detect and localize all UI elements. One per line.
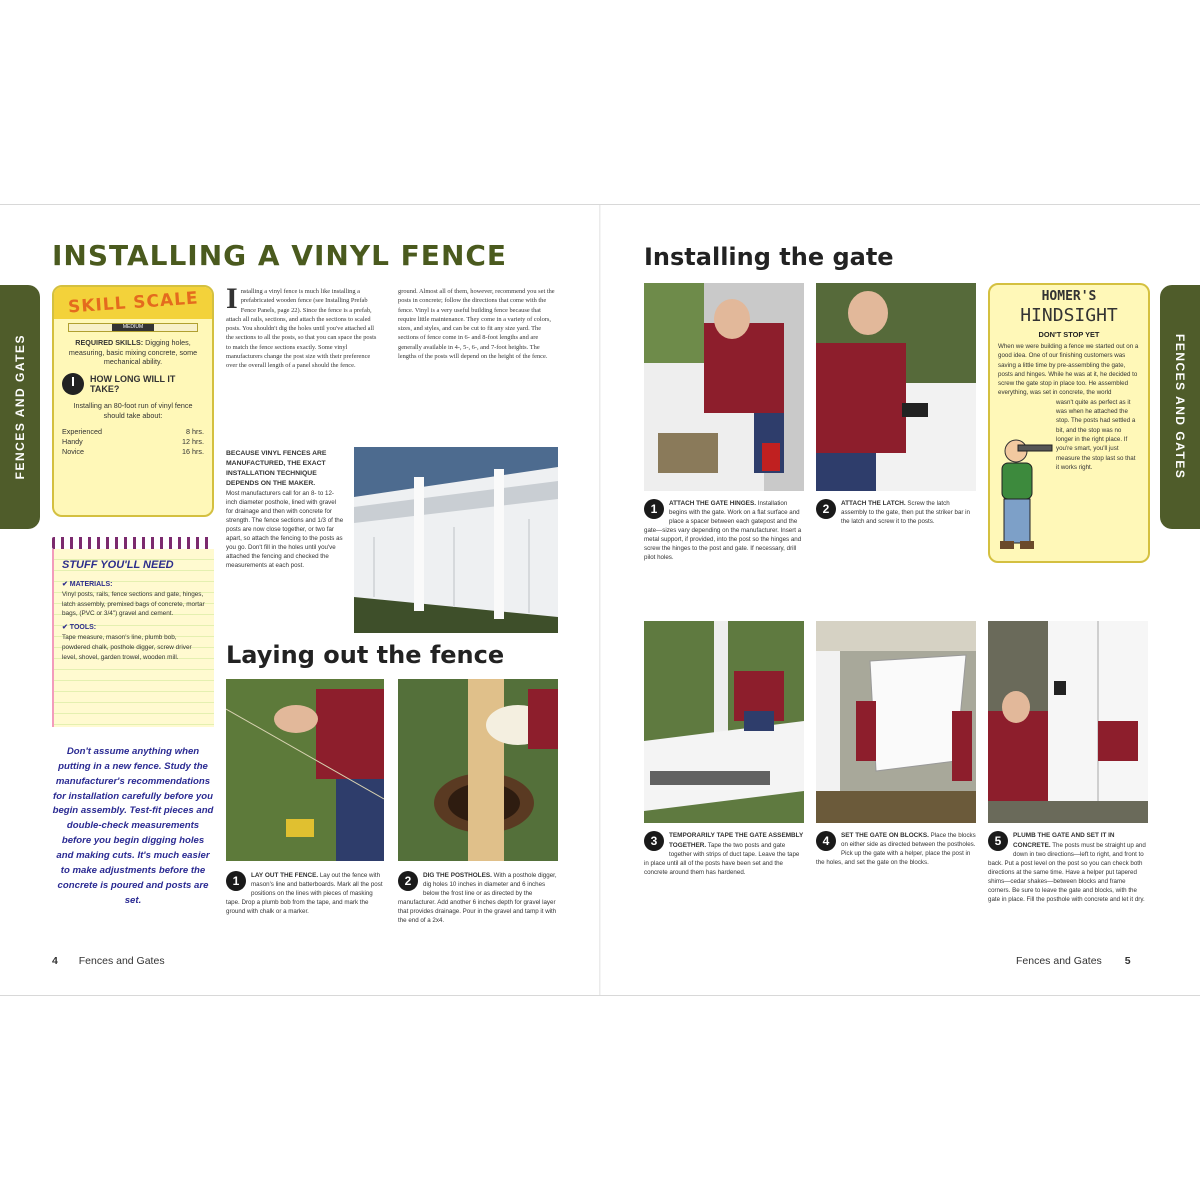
time-value: 12 hrs. <box>182 436 204 446</box>
gate-photo-3 <box>644 621 804 823</box>
step-number: 2 <box>398 871 418 891</box>
gate-illustration-2 <box>816 283 976 491</box>
gate-step-1 <box>644 499 804 563</box>
time-row <box>62 427 204 437</box>
page-gutter <box>599 205 601 995</box>
vinyl-fence-illustration <box>354 447 558 633</box>
page-number: 4 <box>52 955 58 967</box>
intro-column-1 <box>226 282 380 371</box>
skill-meter <box>68 323 198 332</box>
hindsight-heading-b: HINDSIGHT <box>1020 305 1118 326</box>
time-row <box>62 447 204 457</box>
intro-column-2: ground. Almost all of them, however, recommend you set the posts in concrete; follow the directions that come with the fence. Vinyl is a very useful building fence because that require little maintenance. They come in a variety of colors, sizes, and styles, and can be cut to fit any size yard. The sections of fence come in 6- and 8-foot lengths and are generally available in 4-, 5-, 6-, and 7-foot heights. The lengths of the posts will depend on the height of the fence. <box>398 288 555 360</box>
gate-step-2 <box>816 499 976 527</box>
required-skills <box>62 338 204 367</box>
tools-label: ✔ TOOLS: <box>62 623 97 631</box>
step-number: 2 <box>816 499 836 519</box>
side-tab-label: FENCES AND GATES <box>13 334 27 480</box>
layout-illustration-2 <box>398 679 558 861</box>
running-footer: Fences and Gates <box>1016 955 1102 967</box>
gate-illustration-4 <box>816 621 976 823</box>
step-number: 1 <box>644 499 664 519</box>
layout-step-2 <box>398 871 558 926</box>
step-heading: ATTACH THE GATE HINGES. <box>669 500 756 507</box>
gate-illustration-5 <box>988 621 1148 823</box>
homers-hindsight-box <box>988 283 1150 563</box>
gate-step-4 <box>816 831 976 868</box>
page-title: INSTALLING A VINYL FENCE <box>52 239 508 272</box>
callout-text: Most manufacturers call for an 8- to 12-inch diameter posthole, lined with gravel for drainage and then with concrete for strength. The fence sections and 1/3 of the posts are now close together, or two far apart, so attach the fencing to the posts as you go. Don't fill in the holes until you've attached the fencing and checked the measurements at each post. <box>226 490 344 570</box>
step-heading: ATTACH THE LATCH. <box>841 500 906 507</box>
left-folio <box>52 955 165 967</box>
hindsight-text-top: When we were building a fence we started out on a good idea. One of our finishing customers was saving a little time by pre-assembling the gate, posts and hinges. While he was at it, he decided to screw the gate stop in place too. He assembled everything, was set in concrete, the world <box>998 343 1139 397</box>
callout <box>226 449 344 571</box>
step-number: 5 <box>988 831 1008 851</box>
tools-text: Tape measure, mason's line, plumb bob, powdered chalk, posthole digger, screw driver level, shovel, garden trowel, wooden mill. <box>62 634 192 661</box>
homer-cartoon-icon <box>994 433 1060 563</box>
layout-step-1 <box>226 871 384 917</box>
hindsight-subheading: DON'T STOP YET <box>1038 330 1100 339</box>
step-number: 4 <box>816 831 836 851</box>
step-heading: SET THE GATE ON BLOCKS. <box>841 832 929 839</box>
gate-photo-5 <box>988 621 1148 823</box>
layout-photo-1 <box>226 679 384 861</box>
gate-illustration-3 <box>644 621 804 823</box>
gate-step-5 <box>988 831 1148 905</box>
layout-photo-2 <box>398 679 558 861</box>
page-number: 5 <box>1124 955 1131 967</box>
step-number: 3 <box>644 831 664 851</box>
timing-text: Installing an 80-foot run of vinyl fence should take about: <box>73 401 193 420</box>
right-folio <box>1016 955 1131 967</box>
how-long-heading: HOW LONG WILL IT TAKE? <box>90 373 176 395</box>
step-text: Installation begins with the gate. Work on a flat surface and place a spacer between each gatepost and the gate—sizes vary depending on the manufacturer. Insert a metal support, if provided, into the post so the hinges and screw the hinges to the post and gate. If necessary, drill pilot holes. <box>644 500 802 561</box>
how-long <box>62 373 204 395</box>
clock-icon <box>62 373 84 395</box>
gate-illustration-1 <box>644 283 804 491</box>
running-footer: Fences and Gates <box>78 955 165 967</box>
step-number: 1 <box>226 871 246 891</box>
step-text: Screw the latch assembly to the gate, then put the striker bar in the latch and screw it to the posts. <box>841 500 970 525</box>
step-heading: LAY OUT THE FENCE. <box>251 872 319 879</box>
vinyl-fence-photo <box>354 447 558 633</box>
required-skills-label: REQUIRED SKILLS: <box>75 338 144 347</box>
drop-cap: I <box>226 282 238 315</box>
step-text: Place the blocks on either side as directed between the postholes. Pick up the gate with a helper, place the post in the holes, and set the gate on the blocks. <box>816 832 976 866</box>
time-row <box>62 437 204 447</box>
time-estimates <box>62 427 204 457</box>
gate-photo-1 <box>644 283 804 491</box>
step-heading: PLUMB THE GATE AND SET IT IN CONCRETE. <box>1013 832 1115 849</box>
callout-heading: BECAUSE VINYL FENCES ARE MANUFACTURED, THE EXACT INSTALLATION TECHNIQUE DEPENDS ON THE MAKER. <box>226 450 327 487</box>
required-skills-text: Digging holes, measuring, basic mixing concrete, some mechanical ability. <box>68 338 198 367</box>
layout-illustration-1 <box>226 679 384 861</box>
step-heading: DIG THE POSTHOLES. <box>423 872 492 879</box>
hindsight-text-side: wasn't quite as perfect as it was when he attached the stop. The posts had settled a bit, and the stop was no longer in the right place. If you're smart, you'll just measure the stop last so that it works right. <box>1056 398 1136 471</box>
time-value: 8 hrs. <box>186 426 204 436</box>
time-label: Experienced <box>62 426 102 436</box>
stuff-youll-need-box <box>52 537 214 731</box>
time-value: 16 hrs. <box>182 446 204 456</box>
materials-label: ✔ MATERIALS: <box>62 580 113 588</box>
section-title-gate: Installing the gate <box>644 243 894 271</box>
gate-photo-4 <box>816 621 976 823</box>
handwritten-tip: Don't assume anything when putting in a new fence. Study the manufacturer's recommendations for installation carefully before you begin assembly. Test-fit pieces and double-check measurements before you begin digging holes and making cuts. It's much easier to make adjustments before the concrete is poured and posts are set. <box>52 746 214 906</box>
gate-step-3 <box>644 831 804 878</box>
right-side-tab <box>1160 285 1200 529</box>
step-text: Lay out the fence with mason's line and batterboards. Mark all the post positions on the lines with pieces of masking tape. Drop a plumb bob from the tape, and mark the ground with chalk or a marker. <box>226 872 383 915</box>
stuff-body <box>52 549 214 727</box>
step-heading: TEMPORARILY TAPE THE GATE ASSEMBLY TOGETHER. <box>669 832 804 849</box>
gate-photo-2 <box>816 283 976 491</box>
step-text: The posts must be straight up and down in two directions—left to right, and front to back. Put a post level on the post so you can check both directions at the same time. Have a helper put tapered shims—cedar shakes—between blocks and frame corners. Be sure to leave the gate and blocks, with the gate in place. Fill the posthole with concrete and let it dry. <box>988 841 1146 903</box>
stuff-heading: STUFF YOU'LL NEED <box>62 559 174 571</box>
skill-level: MEDIUM <box>112 324 155 331</box>
book-spread <box>0 204 1200 996</box>
intro-text-1: nstalling a vinyl fence is much like installing a prefabricated wooden fence (see Installing Prefab Fence Panels, page 22). Since the fence is a prefab, attach all rails, sections, and attach the sections to scaled posts. You shouldn't dig the holes until you've attached all the sections to all the posts, so that you can space the posts to match the fence sections exactly. Some vinyl manufacturers change the post size with their preference over the overall length of a panel should the fence. <box>226 288 377 370</box>
section-title-layout: Laying out the fence <box>226 641 505 669</box>
skill-scale-heading: SKILL SCALE <box>67 288 199 318</box>
notebook-spiral <box>52 537 214 549</box>
materials-text: Vinyl posts, rails, fence sections and gate, hinges, latch assembly, premixed bags of concrete, mortar bags, (PVC or 3/4") gravel and cement. <box>62 591 205 618</box>
step-text: With a posthole digger, dig holes 10 inches in diameter and 6 inches below the frost line or as directed by the manufacturer. Add another 6 inches depth for gravel layer that provides drainage. Pour in the gravel and tamp it with the end of a 2x4. <box>398 872 557 924</box>
left-side-tab <box>0 285 40 529</box>
side-tab-label: FENCES AND GATES <box>1173 334 1187 480</box>
skill-scale-box <box>52 285 214 517</box>
time-label: Handy <box>62 436 83 446</box>
hindsight-heading-a: HOMER'S <box>1041 289 1097 304</box>
skill-scale-header <box>54 287 212 319</box>
time-label: Novice <box>62 446 84 456</box>
step-text: Tape the two posts and gate together with strips of duct tape. Leave the tape in place until all of the posts have been set and the concrete around them has hardened. <box>644 841 800 876</box>
